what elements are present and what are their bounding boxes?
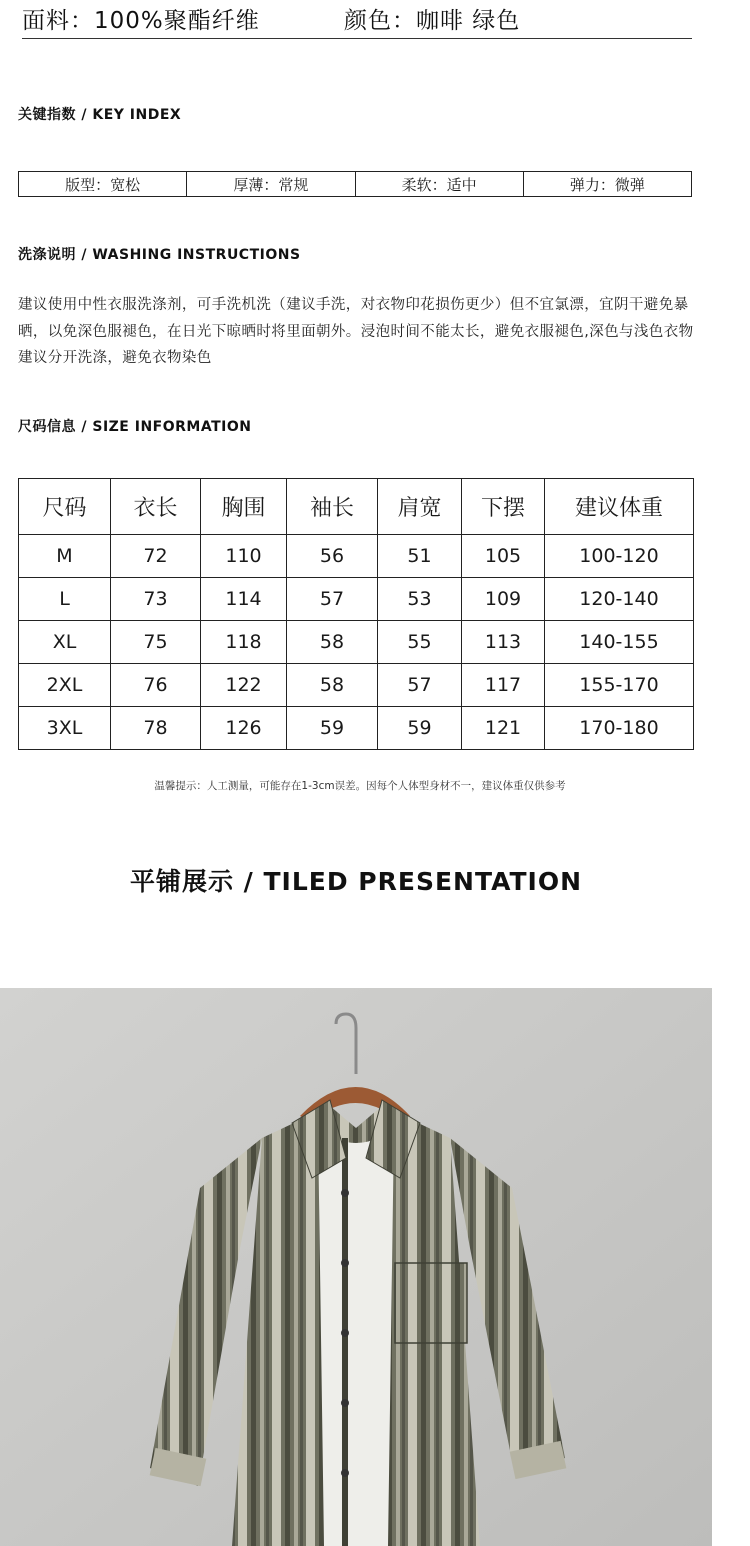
key-index-title: 关键指数 / KEY INDEX [18,107,182,123]
cell-sleeve: 57 [287,578,378,621]
tiled-presentation-title: 平铺展示 / TILED PRESENTATION [129,867,583,896]
cell-hem: 117 [462,664,545,707]
cell-size: 3XL [19,707,111,750]
cell-size: 2XL [19,664,111,707]
cell-size: M [19,535,111,578]
cell-chest: 118 [201,621,287,664]
table-row [19,535,694,578]
cell-chest: 126 [201,707,287,750]
cell-sleeve: 58 [287,664,378,707]
washing-text: 建议使用中性衣服洗涤剂，可手洗机洗（建议手洗，对衣物印花损伤更少）但不宜氯漂，宜阴干避免暴晒，以免深色服褪色，在日光下晾晒时将里面朝外。浸泡时间不能太长，避免衣服褪色,深色与浅色衣物建议分开洗涤，避免衣物染色 [18,297,694,366]
cell-shoulder: 59 [378,707,462,750]
header-weight: 建议体重 [545,479,694,535]
cell-weight: 155-170 [545,664,694,707]
cell-size: XL [19,621,111,664]
cell-weight: 100-120 [545,535,694,578]
table-row [19,621,694,664]
header-chest: 胸围 [201,479,287,535]
cell-length: 76 [111,664,201,707]
table-row [19,707,694,750]
header-sleeve: 袖长 [287,479,378,535]
header-hem: 下摆 [462,479,545,535]
size-info-title: 尺码信息 / SIZE INFORMATION [18,419,252,435]
key-index-softness: 柔软：适中 [356,172,524,196]
product-photo [0,988,712,1546]
cell-shoulder: 55 [378,621,462,664]
cell-hem: 109 [462,578,545,621]
cell-sleeve: 56 [287,535,378,578]
cell-chest: 122 [201,664,287,707]
key-index-row [18,171,692,197]
table-row [19,578,694,621]
size-table [18,478,694,750]
cell-hem: 105 [462,535,545,578]
cell-hem: 121 [462,707,545,750]
cell-length: 72 [111,535,201,578]
table-row [19,664,694,707]
cell-length: 73 [111,578,201,621]
cell-chest: 114 [201,578,287,621]
cell-length: 75 [111,621,201,664]
shirt-illustration [0,988,712,1546]
fabric-text: 面料：100%聚酯纤维 [22,8,260,34]
cell-chest: 110 [201,535,287,578]
size-table-header-row [19,479,694,535]
cell-size: L [19,578,111,621]
key-index-thickness: 厚薄：常规 [187,172,355,196]
key-index-fit: 版型：宽松 [19,172,187,196]
measurement-tip: 温馨提示：人工测量，可能存在1-3cm误差。因每个人体型身材不一，建议体重仅供参考 [154,780,566,792]
washing-title: 洗涤说明 / WASHING INSTRUCTIONS [18,247,301,263]
key-index-elasticity: 弹力：微弹 [569,175,645,194]
cell-weight: 170-180 [545,707,694,750]
cell-shoulder: 57 [378,664,462,707]
header-shoulder: 肩宽 [378,479,462,535]
cell-weight: 140-155 [545,621,694,664]
cell-sleeve: 58 [287,621,378,664]
cell-weight: 120-140 [545,578,694,621]
header-size: 尺码 [19,479,111,535]
header-length: 衣长 [111,479,201,535]
fabric-color-line [22,0,692,39]
cell-sleeve: 59 [287,707,378,750]
cell-length: 78 [111,707,201,750]
color-text: 颜色：咖啡 绿色 [344,8,521,34]
cell-shoulder: 53 [378,578,462,621]
cell-hem: 113 [462,621,545,664]
cell-shoulder: 51 [378,535,462,578]
